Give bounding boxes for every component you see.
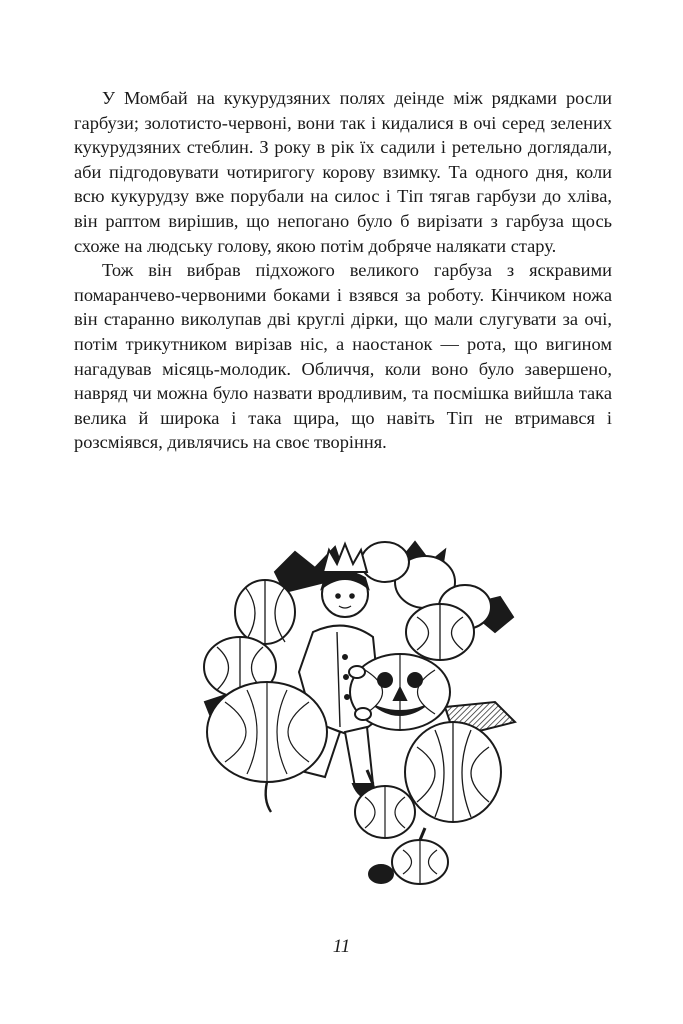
paragraph-2: Тож він вибрав підхожого великого гарбуза з яскравими помаранчево-червоними боками і взявся за роботу. Кінчиком ножа він старанно виколупав дві круглі дірки, що мали слугувати за очі, потім трикутником вирізав ніс, а наостанок — рота, що вигином нагадував місяць-молодик. Обличчя, коли воно було завершено, навряд чи можна було назвати вродливим, та посмішка вийшла така велика й широка і така щира, що навіть Тіп не втримався і розсміявся, дивлячись на своє творіння. xyxy=(74,260,612,453)
body-text xyxy=(74,86,612,455)
page-number: 11 xyxy=(332,936,351,957)
boy-carving-pumpkin-illustration xyxy=(195,522,525,898)
paragraph-1: У Момбай на кукурудзяних полях деінде між рядками росли гарбузи; золотисто-червоні, вони так і кидалися в очі серед зелених кукурудзяних стеблин. З року в рік їх садили і ретельно доглядали, аби підгодовувати чотиригогу корову взимку. Та одного дня, коли всю кукурудзу вже порубали на силос і Тіп тягав гарбузи до хліва, він раптом вирішив, що непогано було б вирізати з гарбуза щось схоже на людську голову, якою потім добряче налякати стару. xyxy=(74,88,612,256)
